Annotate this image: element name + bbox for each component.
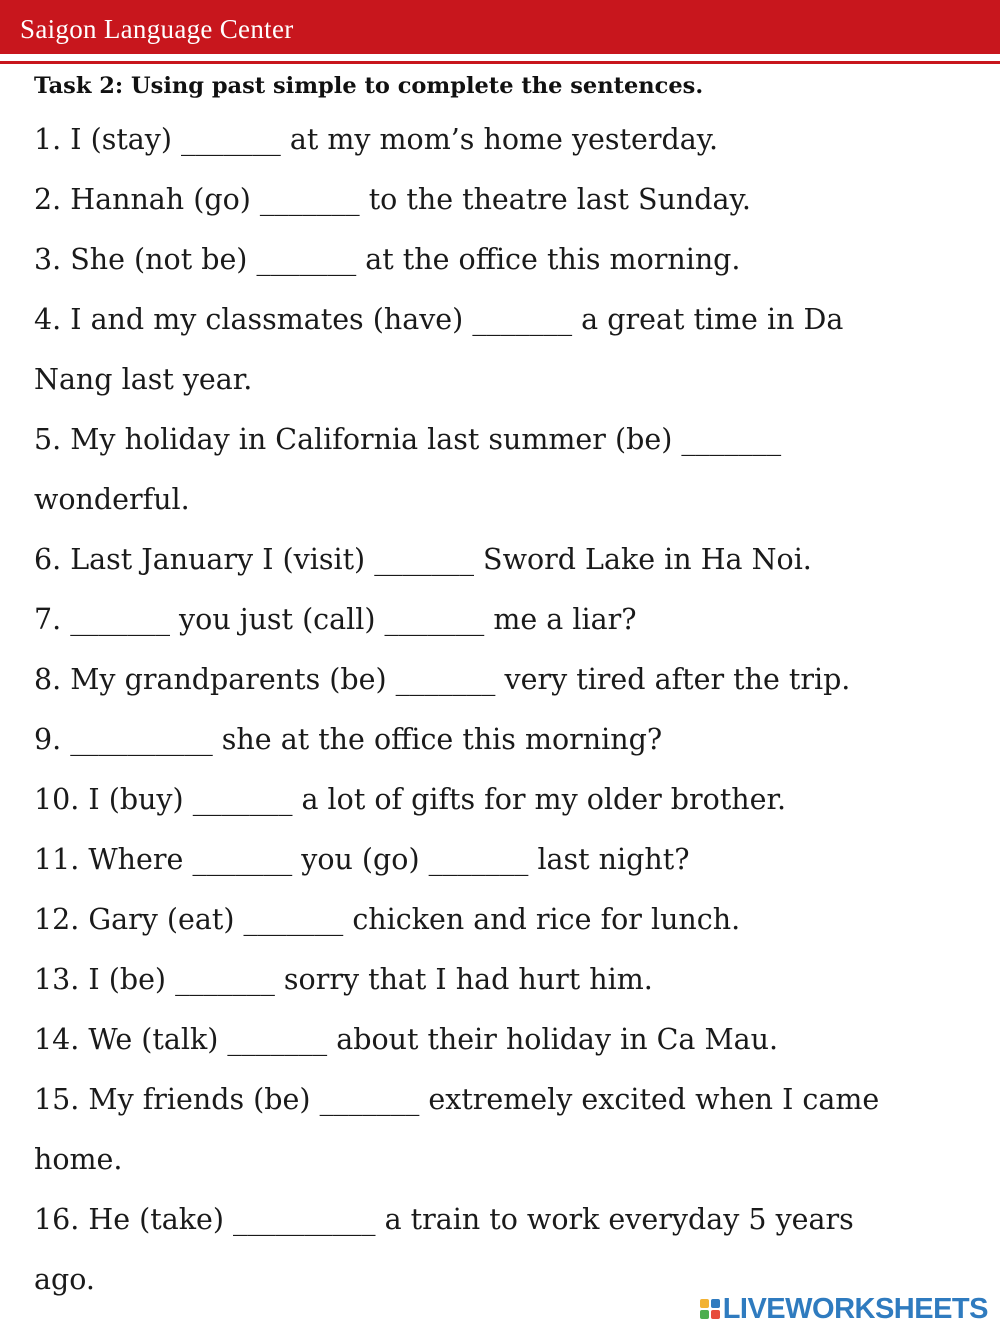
exercise-line: ago. [34, 1263, 95, 1296]
exercise-line: 2. Hannah (go) _______ to the theatre last Sunday. [34, 183, 751, 216]
exercise-line: 14. We (talk) _______ about their holiday in Ca Mau. [34, 1023, 779, 1056]
exercise-line: 1. I (stay) _______ at my mom’s home yesterday. [34, 123, 719, 156]
task-heading: Task 2: Using past simple to complete the sentences. [34, 73, 704, 99]
liveworksheets-logo-icon [700, 1299, 720, 1319]
header-bar [0, 0, 1000, 54]
exercise-line: 12. Gary (eat) _______ chicken and rice for lunch. [34, 903, 741, 936]
exercise-line: 3. She (not be) _______ at the office this morning. [34, 243, 741, 276]
exercise-line: home. [34, 1143, 123, 1176]
header-title: Saigon Language Center [20, 14, 294, 44]
exercise-line: 9. __________ she at the office this morning? [34, 723, 663, 756]
exercise-line: 8. My grandparents (be) _______ very tired after the trip. [34, 663, 851, 696]
exercise-line: 15. My friends (be) _______ extremely excited when I came [34, 1083, 880, 1116]
exercise-line: wonderful. [34, 483, 190, 516]
liveworksheets-logo [700, 1293, 988, 1325]
exercise-list [34, 110, 984, 1310]
exercise-line: 7. _______ you just (call) _______ me a liar? [34, 603, 637, 636]
exercise-line: 10. I (buy) _______ a lot of gifts for my older brother. [34, 783, 787, 816]
exercise-line: 4. I and my classmates (have) _______ a great time in Da [34, 303, 844, 336]
exercise-line: 6. Last January I (visit) _______ Sword Lake in Ha Noi. [34, 543, 812, 576]
exercise-line: 5. My holiday in California last summer (be) _______ [34, 423, 782, 456]
logo-text: LIVEWORKSHEETS [722, 1292, 988, 1325]
exercise-line: Nang last year. [34, 363, 253, 396]
header-divider [0, 61, 1000, 64]
exercise-line: 11. Where _______ you (go) _______ last night? [34, 843, 690, 876]
exercise-line: 13. I (be) _______ sorry that I had hurt him. [34, 963, 653, 996]
exercise-line: 16. He (take) __________ a train to work everyday 5 years [34, 1203, 854, 1236]
